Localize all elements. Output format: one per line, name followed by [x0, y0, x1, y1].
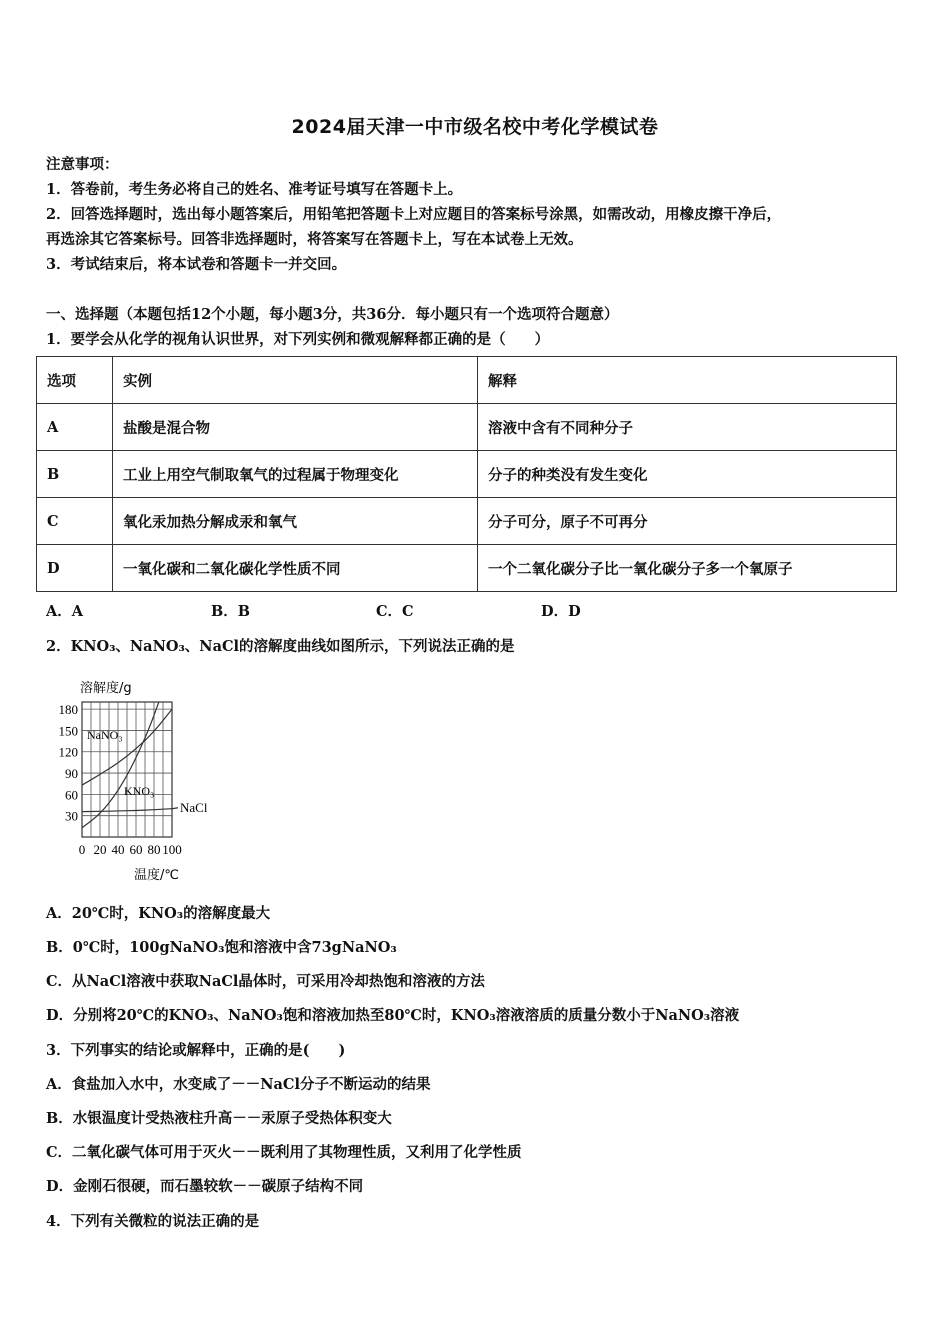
table-cell: 一个二氧化碳分子比一氧化碳分子多一个氧原子	[478, 545, 897, 592]
table-header-cell: 选项	[37, 357, 113, 404]
table-cell: D	[37, 545, 113, 592]
question-2-option-d: D．分别将20℃的KNO₃、NaNO₃饱和溶液加热至80℃时，KNO₃溶液溶质的质量分数小于NaNO₃溶液	[46, 1007, 740, 1024]
y-tick-label: 60	[65, 787, 78, 803]
table-cell: 盐酸是混合物	[113, 404, 478, 451]
table-row	[37, 498, 897, 545]
notice-item: 再选涂其它答案标号。回答非选择题时，将答案写在答题卡上，写在本试卷上无效。	[46, 231, 583, 248]
table-cell: B	[37, 451, 113, 498]
x-tick-label: 100	[162, 842, 182, 857]
question-3-option-c: C．二氧化碳气体可用于灭火－－既利用了其物理性质，又利用了化学性质	[46, 1144, 522, 1161]
y-axis-label: 溶解度/g	[80, 681, 132, 696]
question-4-stem: 4．下列有关微粒的说法正确的是	[46, 1213, 260, 1230]
nacl-curve-tail	[172, 808, 178, 809]
nacl-label: NaCl	[180, 800, 208, 815]
table-cell: 一氧化碳和二氧化碳化学性质不同	[113, 545, 478, 592]
question-3-stem: 3．下列事实的结论或解释中，正确的是( )	[46, 1042, 346, 1059]
x-tick-label: 80	[147, 842, 161, 857]
table-cell: 溶液中含有不同种分子	[478, 404, 897, 451]
option-a: A．A	[46, 603, 84, 620]
option-b: B．B	[211, 603, 251, 620]
y-tick-label: 180	[58, 702, 78, 718]
notice-item: 2．回答选择题时，选出每小题答案后，用铅笔把答题卡上对应题目的答案标号涂黑，如需改动，用橡皮擦干净后，	[46, 206, 782, 223]
table-cell: A	[37, 404, 113, 451]
nano3-label: NaNO₃	[87, 728, 123, 742]
y-tick-label: 90	[65, 766, 78, 782]
table-cell: C	[37, 498, 113, 545]
x-tick-label: 60	[129, 842, 143, 857]
notice-item: 3．考试结束后，将本试卷和答题卡一并交回。	[46, 256, 347, 273]
table-cell: 氧化汞加热分解成汞和氧气	[113, 498, 478, 545]
y-tick-label: 30	[65, 808, 78, 824]
question-1-stem: 1．要学会从化学的视角认识世界，对下列实例和微观解释都正确的是（ ）	[46, 331, 550, 348]
table-cell: 分子可分，原子不可再分	[478, 498, 897, 545]
notice-item: 1．答卷前，考生务必将自己的姓名、准考证号填写在答题卡上。	[46, 181, 463, 198]
x-tick-label: 0	[78, 842, 86, 857]
x-axis-label: 温度/℃	[134, 868, 179, 883]
table-cell: 工业上用空气制取氧气的过程属于物理变化	[113, 451, 478, 498]
question-2-option-a: A．20℃时，KNO₃的溶解度最大	[46, 905, 271, 922]
kno3-label: KNO₃	[124, 784, 155, 798]
notice-heading: 注意事项：	[46, 156, 119, 173]
option-d: D．D	[541, 603, 581, 620]
x-tick-label: 20	[93, 842, 107, 857]
table-header-cell: 实例	[113, 357, 478, 404]
solubility-chart	[44, 672, 234, 884]
question-3-option-d: D．金刚石很硬，而石墨较软－－碳原子结构不同	[46, 1178, 364, 1195]
table-header-cell: 解释	[478, 357, 897, 404]
question-3-option-a: A．食盐加入水中，水变咸了－－NaCl分子不断运动的结果	[46, 1076, 431, 1093]
y-tick-label: 150	[58, 723, 78, 739]
table-row	[37, 404, 897, 451]
section-heading: 一、选择题（本题包括12个小题，每小题3分，共36分．每小题只有一个选项符合题意）	[46, 306, 619, 323]
question-3-option-b: B．水银温度计受热液柱升高－－汞原子受热体积变大	[46, 1110, 392, 1127]
question-2-option-b: B．0℃时，100gNaNO₃饱和溶液中含73gNaNO₃	[46, 939, 397, 956]
question-1-table	[36, 356, 897, 592]
page-title: 2024届天津一中市级名校中考化学模试卷	[291, 116, 659, 138]
table-row	[37, 451, 897, 498]
question-2-stem: 2．KNO₃、NaNO₃、NaCl的溶解度曲线如图所示，下列说法正确的是	[46, 638, 515, 655]
x-tick-label: 40	[111, 842, 125, 857]
table-cell: 分子的种类没有发生变化	[478, 451, 897, 498]
table-row	[37, 545, 897, 592]
question-2-option-c: C．从NaCl溶液中获取NaCl晶体时，可采用冷却热饱和溶液的方法	[46, 973, 485, 990]
y-tick-label: 120	[58, 744, 78, 760]
table-header-row	[37, 357, 897, 404]
option-c: C．C	[376, 603, 414, 620]
